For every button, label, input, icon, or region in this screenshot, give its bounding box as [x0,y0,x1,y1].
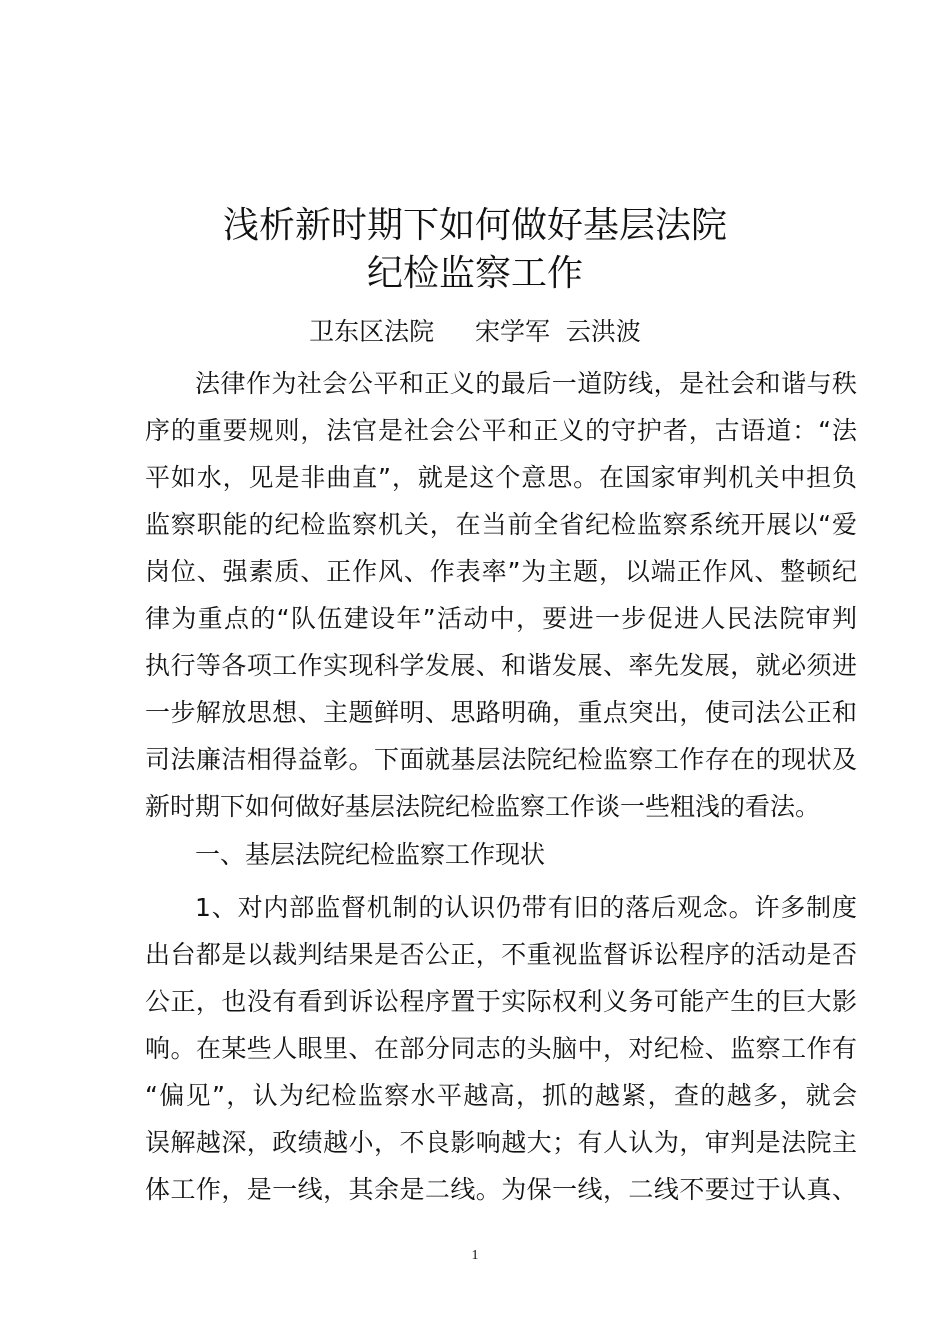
paragraph-line: 新时期下如何做好基层法院纪检监察工作谈一些粗浅的看法。 [145,792,821,821]
paragraph-line: 平如水，见是非曲直”，就是这个意思。在国家审判机关中担负 [145,463,857,492]
paragraph-line: 序的重要规则，法官是社会公平和正义的守护者，古语道：“法 [145,416,857,445]
paragraph-line: 法律作为社会公平和正义的最后一道防线，是社会和谐与秩 [195,369,857,398]
paragraph-line: 司法廉洁相得益彰。下面就基层法院纪检监察工作存在的现状及 [145,745,857,774]
paragraph-line: 响。在某些人眼里、在部分同志的头脑中，对纪检、监察工作有 [145,1034,857,1063]
paragraph-line: 一步解放思想、主题鲜明、思路明确，重点突出，使司法公正和 [145,698,857,727]
paragraph-line: 岗位、强素质、正作风、作表率”为主题，以端正作风、整顿纪 [145,557,857,586]
paragraph-line: 1、对内部监督机制的认识仍带有旧的落后观念。许多制度 [195,893,857,922]
document-title-line-1: 浅析新时期下如何做好基层法院 [222,205,727,246]
authors-line: 卫东区法院 宋学军 云洪波 [309,317,641,346]
page-number: 1 [471,1248,479,1263]
document-title-line-2: 纪检监察工作 [366,253,583,294]
paragraph-line: 执行等各项工作实现科学发展、和谐发展、率先发展，就必须进 [145,651,857,680]
paragraph-line: “偏见”，认为纪检监察水平越高，抓的越紧，查的越多，就会 [145,1081,857,1110]
paragraph-line: 误解越深，政绩越小，不良影响越大；有人认为，审判是法院主 [145,1128,857,1157]
paragraph-line: 体工作，是一线，其余是二线。为保一线，二线不要过于认真、 [145,1175,857,1204]
paragraph-line: 律为重点的“队伍建设年”活动中，要进一步促进人民法院审判 [145,604,857,633]
paragraph-line: 出台都是以裁判结果是否公正，不重视监督诉讼程序的活动是否 [145,940,857,969]
section-heading: 一、基层法院纪检监察工作现状 [195,840,546,869]
paragraph-line: 公正，也没有看到诉讼程序置于实际权利义务可能产生的巨大影 [145,987,857,1016]
paragraph-line: 监察职能的纪检监察机关，在当前全省纪检监察系统开展以“爱 [145,510,857,539]
